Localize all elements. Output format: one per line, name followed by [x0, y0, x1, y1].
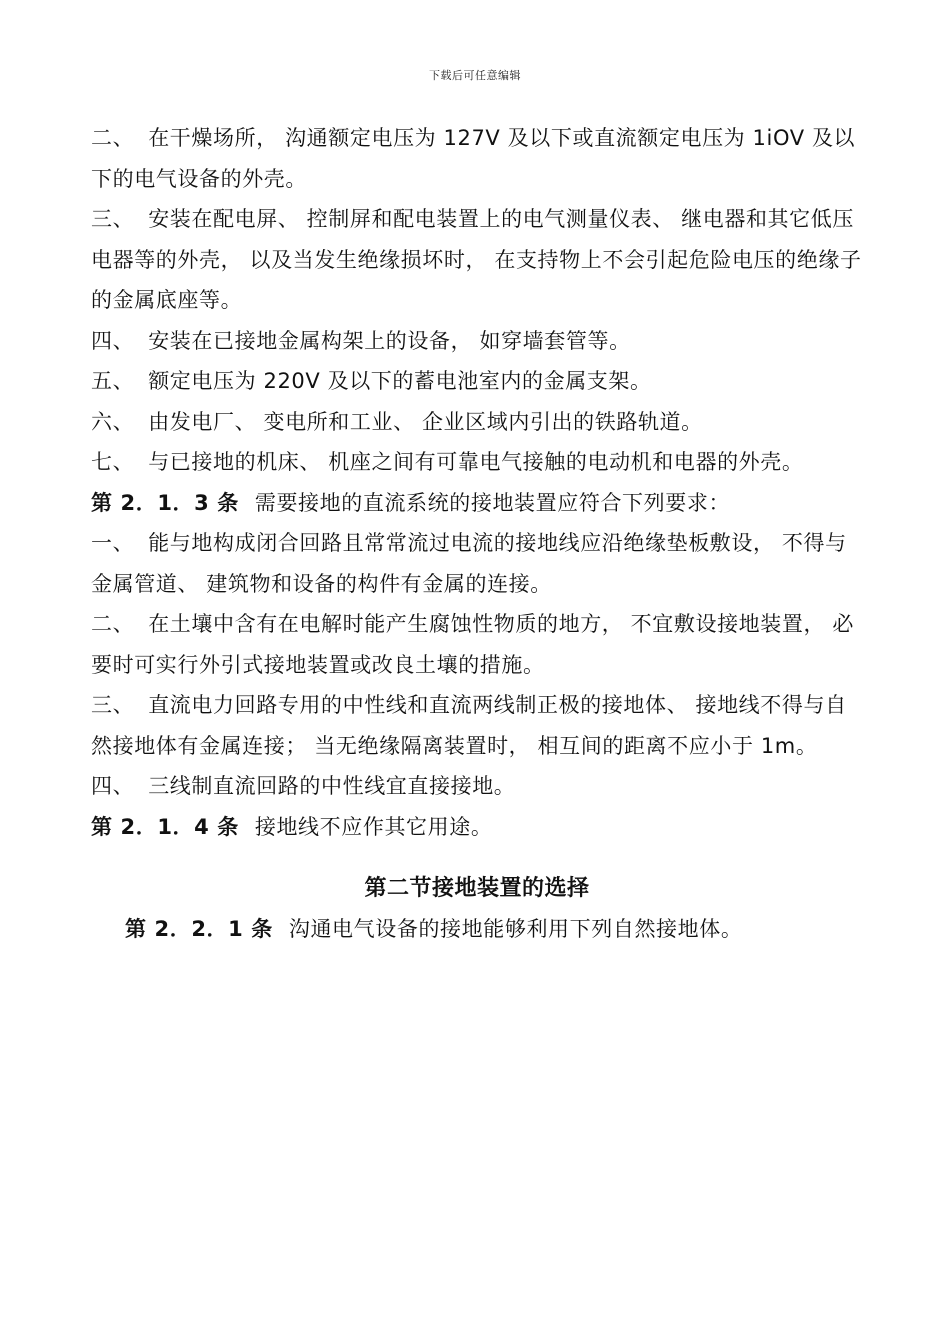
clause-text: 接地线不应作其它用途。 [254, 814, 493, 839]
clause-2-1-4 [91, 807, 863, 848]
item-text: 与已接地的机床、 机座之间有可靠电气接触的电动机和电器的外壳。 [148, 450, 804, 474]
item-text: 由发电厂、 变电所和工业、 企业区域内引出的铁路轨道。 [148, 409, 703, 434]
item-text: 在土壤中含有在电解时能产生腐蚀性物质的地方， 不宜敷设接地装置， 必要时可实行外引式接地装置或改良土壤的措施。 [91, 612, 854, 677]
list-item [91, 361, 863, 402]
list-item [91, 199, 863, 321]
document-body [91, 118, 863, 950]
item-number: 六、 [91, 409, 135, 434]
list-item [91, 402, 863, 443]
clause-2-1-3 [91, 483, 863, 524]
section-title: 第二节接地装置的选择 [364, 876, 590, 901]
list-item [91, 685, 863, 766]
item-number: 四、 [91, 328, 135, 353]
item-number: 三、 [91, 207, 135, 231]
item-number: 三、 [91, 693, 135, 717]
item-number: 四、 [91, 774, 135, 798]
item-number: 一、 [91, 531, 135, 555]
clause-label: 第 2．1．3 条 [91, 490, 239, 515]
item-text: 直流电力回路专用的中性线和直流两线制正极的接地体、 接地线不得与自然接地体有金属连接； 当无绝缘隔离装置时， 相互间的距离不应小于 1m。 [91, 693, 847, 758]
clause-label: 第 2．1．4 条 [91, 814, 239, 839]
clause-label: 第 2．2．1 条 [125, 917, 273, 941]
item-number: 二、 [91, 612, 135, 636]
list-item [91, 604, 863, 685]
item-number: 五、 [91, 369, 135, 393]
item-text: 能与地构成闭合回路且常常流过电流的接地线应沿绝缘垫板敷设， 不得与金属管道、 建筑物和设备的构件有金属的连接。 [91, 531, 847, 596]
item-text: 额定电压为 220V 及以下的蓄电池室内的金属支架。 [148, 369, 652, 393]
clause-text: 沟通电气设备的接地能够利用下列自然接地体。 [288, 917, 743, 941]
clause-text: 需要接地的直流系统的接地装置应符合下列要求： [254, 490, 731, 515]
list-item [91, 321, 863, 362]
list-item [91, 766, 863, 807]
item-number: 二、 [91, 126, 135, 150]
item-text: 三线制直流回路的中性线宜直接接地。 [148, 774, 516, 798]
item-text: 安装在配电屏、 控制屏和配电装置上的电气测量仪表、 继电器和其它低压电器等的外壳， 以及当发生绝缘损坏时， 在支持物上不会引起危险电压的绝缘子的金属底座等。 [91, 207, 862, 312]
clause-2-2-1 [91, 909, 863, 950]
list-item [91, 118, 863, 199]
page-header-note: 下载后可任意编辑 [429, 69, 521, 82]
item-number: 七、 [91, 450, 135, 474]
list-item [91, 523, 863, 604]
item-text: 安装在已接地金属构架上的设备， 如穿墙套管等。 [148, 328, 631, 353]
item-text: 在干燥场所， 沟通额定电压为 127V 及以下或直流额定电压为 1iOV 及以下的电气设备的外壳。 [91, 126, 856, 191]
list-item [91, 442, 863, 483]
